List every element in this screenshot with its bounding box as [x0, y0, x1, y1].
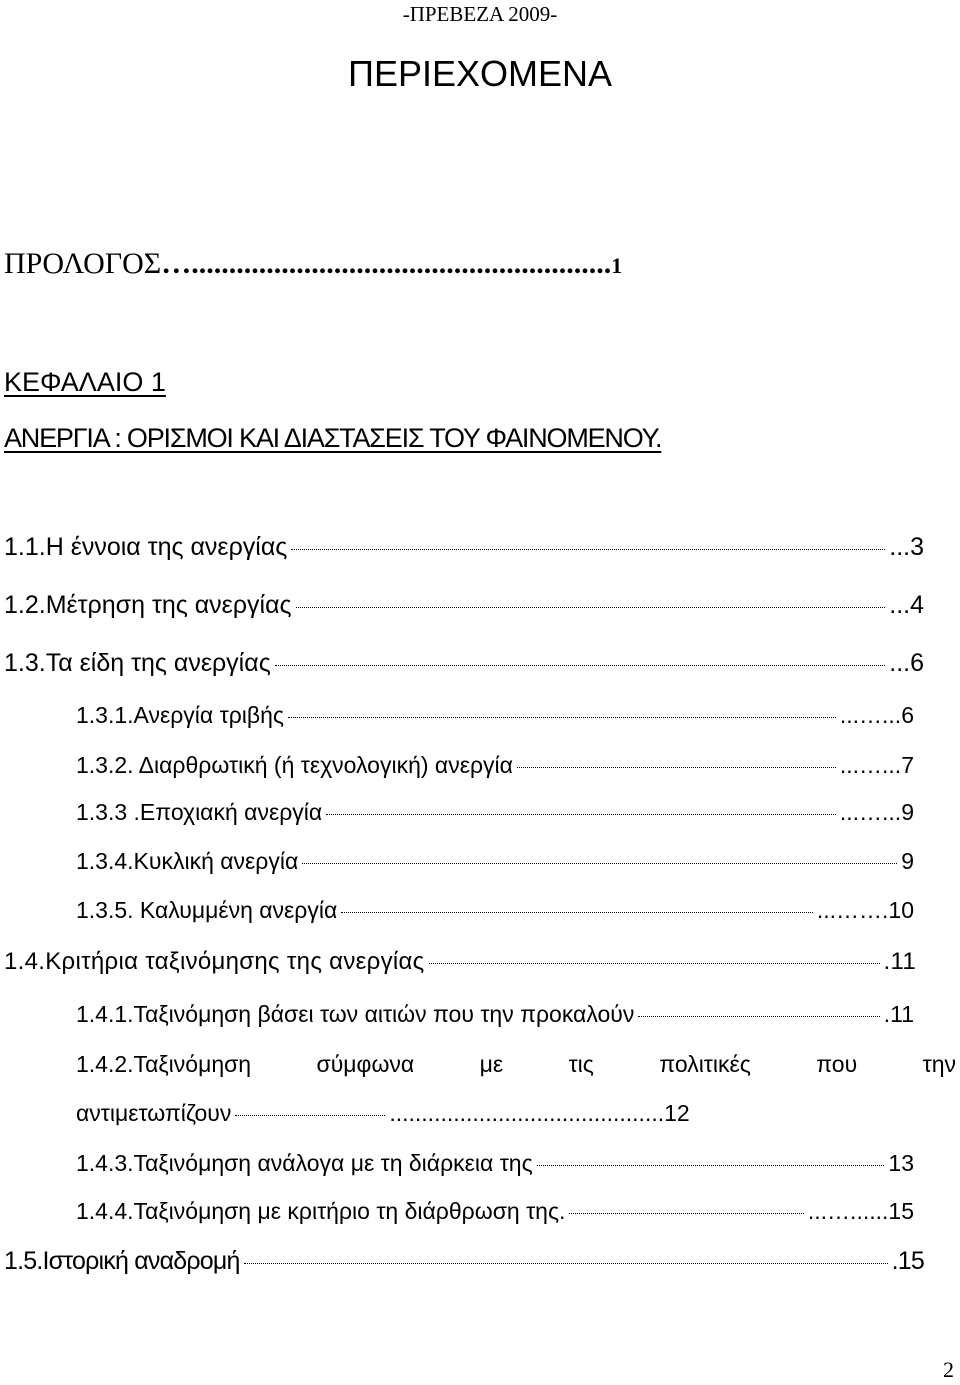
- toc-entry-leader: [291, 549, 885, 550]
- toc-entry-label: 1.4.1.Ταξινόμηση βάσει των αιτιών που την προκαλούν: [76, 1001, 635, 1027]
- toc-entry-page: .15: [891, 1247, 924, 1275]
- toc-entry-leader: [326, 814, 836, 815]
- toc-entry-leader: [517, 767, 836, 768]
- toc-entry-page: 9: [901, 848, 914, 874]
- toc-entry-leader: [638, 1016, 879, 1017]
- toc-entry-label: 1.3.3 .Εποχιακή ανεργία: [76, 799, 323, 825]
- toc-entry-label: 1.3.2. Διαρθρωτική (ή τεχνολογική) ανεργία: [76, 752, 513, 778]
- toc-entry-page: ...…...7: [839, 752, 914, 778]
- toc-entry-page: ...…...9: [839, 799, 914, 825]
- toc-entry-page: 13: [888, 1150, 914, 1176]
- toc-entry-label: 1.3.5. Καλυμμένη ανεργία: [76, 897, 338, 923]
- toc-entry-leader: [275, 665, 886, 666]
- toc-entry-label: 1.5.Ιστορική αναδρομή: [4, 1247, 240, 1275]
- toc-word: που: [816, 1051, 858, 1077]
- prologue-leader: …........................................................: [161, 247, 612, 280]
- toc-entry-leader: [569, 1213, 803, 1214]
- toc-entry[interactable]: [76, 999, 914, 1029]
- toc-entry[interactable]: [4, 590, 924, 620]
- toc-entry-label: 1.4.Κριτήρια ταξινόμησης της ανεργίας: [4, 948, 425, 975]
- toc-title: ΠΕΡΙΕΧΟΜΕΝΑ: [347, 53, 613, 94]
- toc-entry-label: 1.1.Η έννοια της ανεργίας: [4, 533, 288, 561]
- toc-entry-leader: [244, 1263, 888, 1264]
- toc-entry-page: ...4: [889, 591, 924, 619]
- toc-entry-label: αντιμετωπίζουν: [76, 1100, 232, 1126]
- toc-word: με: [479, 1051, 504, 1077]
- toc-entry-leader: [429, 963, 880, 964]
- toc-entry[interactable]: [4, 947, 916, 977]
- toc-entry-label: 1.3.Τα είδη της ανεργίας: [4, 649, 271, 677]
- toc-entry-leader: [296, 607, 886, 608]
- toc-entry-page: ...........................................12: [389, 1100, 690, 1126]
- toc-entry[interactable]: [76, 846, 914, 876]
- toc-word: την: [922, 1051, 956, 1077]
- toc-entry-page: ...…….10: [816, 897, 914, 923]
- toc-entry[interactable]: [76, 1196, 914, 1226]
- toc-entry-page: ...3: [889, 533, 924, 561]
- toc-word: τις: [568, 1051, 594, 1077]
- toc-word: 1.4.2.Ταξινόμηση: [76, 1051, 252, 1077]
- toc-entry[interactable]: [4, 1246, 924, 1276]
- toc-entry-justified[interactable]: [76, 1049, 956, 1079]
- chapter-title: ΑΝΕΡΓΙΑ : ΟΡΙΣΜΟΙ ΚΑΙ ΔΙΑΣΤΑΣΕΙΣ ΤΟΥ ΦΑΙΝΟΜΕΝΟΥ.: [4, 423, 662, 453]
- running-header: -ΠΡΕΒΕΖΑ 2009-: [402, 2, 558, 26]
- toc-entry[interactable]: [4, 648, 924, 678]
- toc-entry[interactable]: [76, 1098, 914, 1128]
- toc-entry-leader: [235, 1115, 385, 1116]
- toc-entry-leader: [302, 863, 897, 864]
- toc-entry-page: .11: [883, 948, 916, 975]
- toc-entry-label: 1.3.1.Ανεργία τριβής: [76, 702, 284, 728]
- toc-entry[interactable]: [76, 797, 914, 827]
- toc-entry-label: 1.4.4.Ταξινόμηση με κριτήριο τη διάρθρωση της.: [76, 1198, 566, 1224]
- toc-entry-leader: [288, 717, 836, 718]
- toc-entry-leader: [341, 912, 813, 913]
- prologue-title: ΠΡΟΛΟΓΟΣ: [4, 247, 162, 280]
- page-number: 2: [943, 1357, 954, 1382]
- toc-entry-page: ...6: [889, 649, 924, 677]
- toc-entry[interactable]: [76, 700, 914, 730]
- toc-entry-prologue[interactable]: [4, 244, 894, 286]
- toc-entry[interactable]: [76, 895, 914, 925]
- toc-word: σύμφωνα: [316, 1051, 415, 1077]
- toc-entry-page: .11: [883, 1001, 914, 1027]
- toc-entry-label: 1.3.4.Κυκλική ανεργία: [76, 848, 299, 874]
- toc-entry-leader: [537, 1165, 885, 1166]
- toc-word: πολιτικές: [659, 1051, 751, 1077]
- toc-entry-page: ...…......15: [807, 1198, 914, 1224]
- toc-entry[interactable]: [76, 1148, 914, 1178]
- toc-entry[interactable]: [76, 750, 914, 780]
- toc-entry[interactable]: [4, 532, 924, 562]
- toc-entry-label: 1.2.Μέτρηση της ανεργίας: [4, 591, 292, 619]
- prologue-page: 1: [611, 253, 623, 278]
- chapter-label: ΚΕΦΑΛΑΙΟ 1: [4, 367, 166, 397]
- toc-entry-label: 1.4.3.Ταξινόμηση ανάλογα με τη διάρκεια της: [76, 1150, 533, 1176]
- toc-entry-page: ...…...6: [839, 702, 914, 728]
